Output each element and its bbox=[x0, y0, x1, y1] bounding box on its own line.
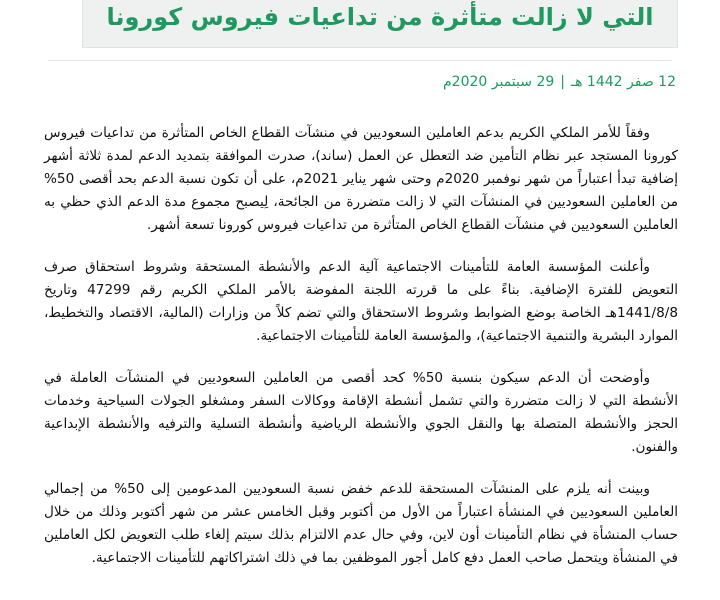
date-separator: | bbox=[560, 74, 565, 90]
date-hijri: 12 صفر 1442 هـ bbox=[570, 74, 676, 90]
header-divider bbox=[48, 60, 672, 61]
headline-banner bbox=[82, 0, 678, 48]
article-paragraph-2: وأعلنت المؤسسة العامة للتأمينات الاجتماعية آلية الدعم والأنشطة المستحقة وشروط استحقاق صرف التعويض للفترة الإضافية. بناءً على ما قررته اللجنة المفوضة بالأمر الملكي الكريم رقم 47299 وتاريخ 1441/8/8هـ الخاصة بوضع الضوابط وشروط الاستحقاق والتي تضم كلاً من وزارات (المالية، الاقتصاد والتخطيط، الموارد البشرية والتنمية الاجتماعية)، والمؤسسة العامة للتأمينات الاجتماعية. bbox=[44, 259, 678, 344]
article-headline: التي لا زالت متأثرة من تداعيات فيروس كورونا bbox=[106, 3, 654, 31]
date-gregorian: 29 سبتمبر 2020م bbox=[443, 74, 555, 90]
article-body bbox=[44, 122, 678, 589]
article-paragraph-4: وبينت أنه يلزم على المنشآت المستحقة للدعم خفض نسبة السعوديين المدعومين إلى 50% من إجمالي العاملين السعوديين في المنشأة اعتباراً من الأول من أكتوبر وقبل الخامس عشر من شهر أكتوبر وذلك من خلال حساب المنشأة في نظام التأمينات أون لاين، وفي حال عدم الالتزام بذلك سيتم إلغاء طلب التعويض لكل العاملين في المنشأة ويتحمل صاحب العمل دفع كامل أجور الموظفين بما في ذلك اشتراكاتهم للتأمينات الاجتماعية. bbox=[44, 481, 678, 566]
article-paragraph-1: وفقاً للأمر الملكي الكريم بدعم العاملين السعوديين في منشآت القطاع الخاص المتأثرة من تداعيات فيروس كورونا المستجد عبر نظام التأمين ضد التعطل عن العمل (ساند)، صدرت الموافقة بتمديد الدعم لمدة ثلاثة أشهر إضافية تبدأ اعتباراً من شهر نوفمبر 2020م وحتى شهر يناير 2021م، على أن تكون نسبة الدعم بحد أقصى 50% من العاملين السعوديين في المنشآت التي لا زالت متضررة من الجائحة، لِيصبح مجموع مدة الدعم الذي حظي به العاملين السعوديين في منشآت القطاع الخاص المتأثرة من تداعيات فيروس كورونا تسعة أشهر. bbox=[44, 125, 678, 233]
article-date-line bbox=[443, 74, 676, 90]
article-paragraph-3: وأوضحت أن الدعم سيكون بنسبة 50% كحد أقصى من العاملين السعوديين في المنشآت العاملة في الأنشطة التي لا زالت متضررة والتي تشمل أنشطة الإقامة ووكالات السفر ومشغلو الجولات السياحية وخدمات الحجز والأنشطة المتصلة بها والنقل الجوي والأنشطة الرياضية وأنشطة التسلية والترفيه والأنشطة الإبداعية والفنون. bbox=[44, 370, 678, 455]
